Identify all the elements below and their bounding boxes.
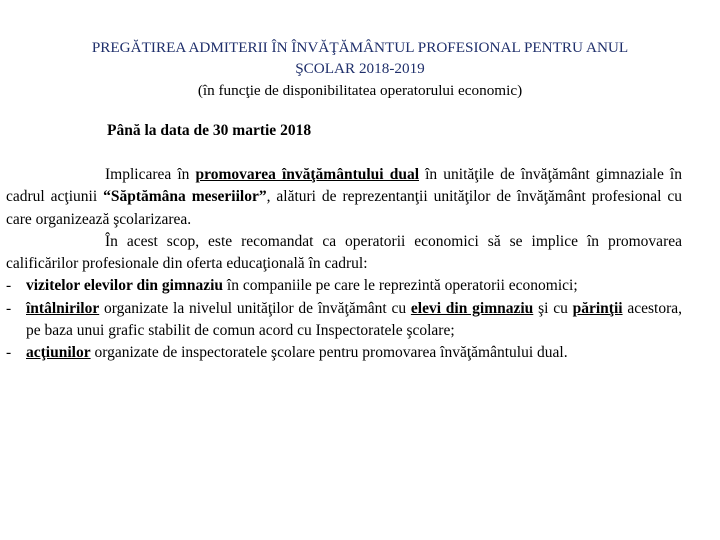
- list-item-actions: [6, 342, 682, 364]
- paragraph-purpose: În acest scop, este recomandat ca operatorii economici să se implice în promovarea calificărilor profesionale din oferta educaţională în cadrul:: [6, 232, 682, 273]
- p1-text-3: , alături de reprezentanţii unităţilor de învăţământ profesional cu care organizează şcolarizarea.: [6, 188, 682, 228]
- list-dash: -: [6, 277, 12, 295]
- p1-text-2: în unităţile de învăţământ gimnaziale în cadrul acţiunii: [6, 166, 682, 206]
- bold-visits: vizitelor elevilor din gimnaziu: [26, 277, 224, 295]
- bold-meetings: întâlnirilor: [26, 299, 100, 317]
- p1-text-1: Implicarea în: [105, 166, 196, 183]
- text-meetings-1: organizate la nivelul unităţilor de învăţământ cu: [99, 299, 411, 317]
- text-actions: organizate de inspectoratele şcolare pentru promovarea învăţământului dual.: [90, 344, 568, 362]
- text-meetings-2: şi cu: [533, 299, 573, 317]
- title-line-1: PREGĂTIREA ADMITERII ÎN ÎNVĂŢĂMÂNTUL PROFESIONAL PENTRU ANUL: [91, 39, 629, 56]
- title-line-2: ŞCOLAR 2018-2019: [295, 60, 425, 77]
- text-visits: în companiile pe care le reprezintă operatorii economici;: [223, 277, 578, 295]
- bold-gymnasium-students: elevi din gimnaziu: [410, 299, 534, 317]
- list-item-text: [26, 275, 682, 297]
- list-item-text: [26, 298, 682, 343]
- list-dash: -: [6, 344, 12, 362]
- p1-bold-jobs-week: “Săptămâna meseriilor”: [103, 188, 267, 206]
- document-title: [20, 37, 700, 79]
- list-item-visits: [6, 275, 682, 297]
- paragraph-implication: [6, 164, 682, 231]
- document-subtitle: (în funcţie de disponibilitatea operatorului economic): [197, 82, 523, 99]
- list-item-text: [26, 342, 682, 364]
- bold-parents: părinţii: [572, 299, 623, 317]
- document-body: [6, 164, 682, 365]
- p1-bold-dual-promotion: promovarea învăţământului dual: [195, 166, 420, 183]
- list-item-meetings: [6, 298, 682, 343]
- text-meetings-3: acestora, pe baza unui grafic stabilit de comun acord cu Inspectoratele şcolare;: [26, 299, 682, 340]
- bold-actions: acţiunilor: [26, 344, 91, 362]
- deadline-heading: Până la data de 30 martie 2018: [107, 122, 312, 139]
- list-dash: -: [6, 299, 12, 317]
